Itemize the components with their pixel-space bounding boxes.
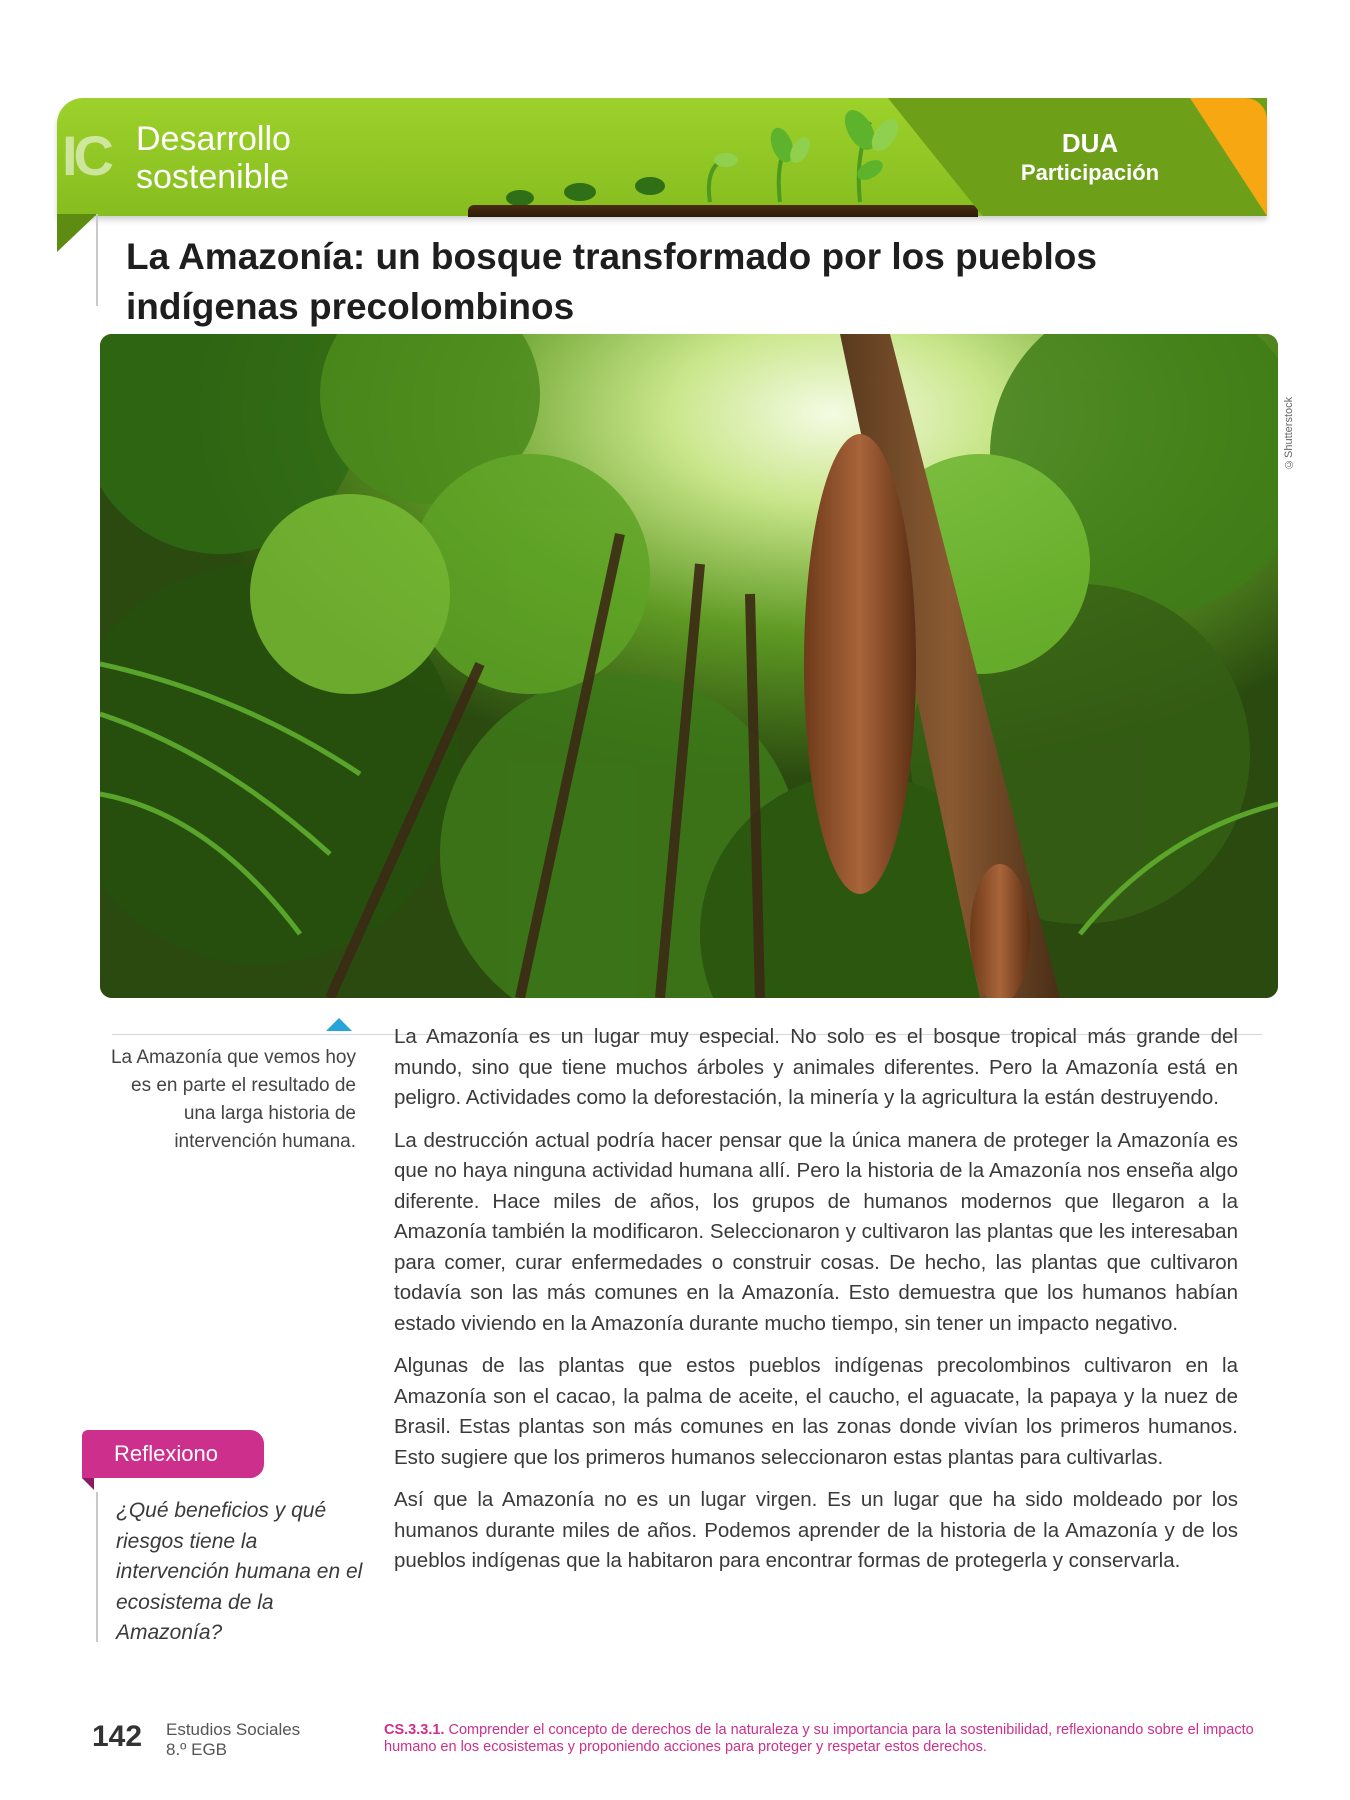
sprouts-illustration [500,110,920,210]
reflexiono-fold [82,1478,94,1490]
banner-fold [57,214,97,252]
photo-caption: La Amazonía que vemos hoy es en parte el resultado de una larga historia de intervención humana. [110,1047,356,1152]
reflexiono-question: ¿Qué beneficios y qué riesgos tiene la intervención humana en el ecosistema de la Amazonía? [116,1499,363,1644]
paragraph-1: La Amazonía es un lugar muy especial. No solo es el bosque tropical más grande del mundo, sino que tiene muchos árboles y animales diferentes. Pero la Amazonía está en peligro. Actividades como la deforestación, la minería y la agricultura la están destruyendo. [394,1025,1238,1109]
paragraph-3: Algunas de las plantas que estos pueblos indígenas precolombinos cultivaron en la Amazonía son el cacao, la palma de aceite, el caucho, el aguacate, la papaya y la nuez de Brasil. Estas plantas son más comunes en las zonas donde vivían los primeros humanos. Esto sugiere que los primeros humanos seleccionaron estas plantas para cultivarlas. [394,1354,1238,1469]
paragraph-4: Así que la Amazonía no es un lugar virgen. Es un lugar que ha sido moldeado por los humanos durante miles de años. Podemos aprender de la historia de la Amazonía y de los pueblos indígenas que la habitaron para encontrar formas de protegerla y conservarla. [394,1488,1238,1572]
soil-strip [468,205,978,217]
section-title [136,120,291,196]
page-number: 142 [92,1720,143,1753]
page-title [126,232,1126,332]
rainforest-image [100,334,1278,998]
dua-subtitle: Participación [1020,160,1160,185]
subject-name: Estudios Sociales [166,1720,301,1739]
ic-logo: IC [62,124,110,187]
page-title-line2: indígenas precolombinos [126,286,575,327]
reflexiono-label: Reflexiono [82,1430,264,1478]
page-title-line1: La Amazonía: un bosque transformado por los pueblos [126,236,1097,277]
article-body [394,1022,1238,1589]
criteria-text: Comprender el concepto de derechos de la naturaleza y su importancia para la sostenibilidad, reflexionando sobre el impacto humano en los ecosistemas y proponiendo acciones para proteger y respetar estos derechos. [384,1722,1254,1755]
grade-level: 8.º EGB [166,1740,228,1759]
section-title-line2: sostenible [136,158,290,196]
evaluation-criteria [384,1722,1264,1756]
paragraph-2: La destrucción actual podría hacer pensar que la única manera de proteger la Amazonía es que no haya ninguna actividad humana allí. Pero la historia de la Amazonía nos enseña algo diferente. Hace miles de años, los grupos de humanos modernos que llegaron a la Amazonía también la modificaron. Seleccionaron y cultivaron las plantas que les interesaban para comer, curar enfermedades o construir cosas. De hecho, las plantas que cultivaron todavía son las más comunes en la Amazonía. Esto demuestra que los humanos habían estado viviendo en la Amazonía durante mucho tiempo, sin tener un impacto negativo. [394,1128,1238,1335]
amazon-rainforest-photo [100,334,1278,998]
photo-credit: ©Shutterstock [1283,396,1295,470]
reflexiono-rule [96,1492,98,1642]
dua-title: DUA [1061,128,1119,158]
title-rule [96,214,98,306]
criteria-code: CS.3.3.1. [384,1722,445,1738]
section-title-line1: Desarrollo [136,120,291,158]
caption-arrow-icon [326,1018,352,1031]
